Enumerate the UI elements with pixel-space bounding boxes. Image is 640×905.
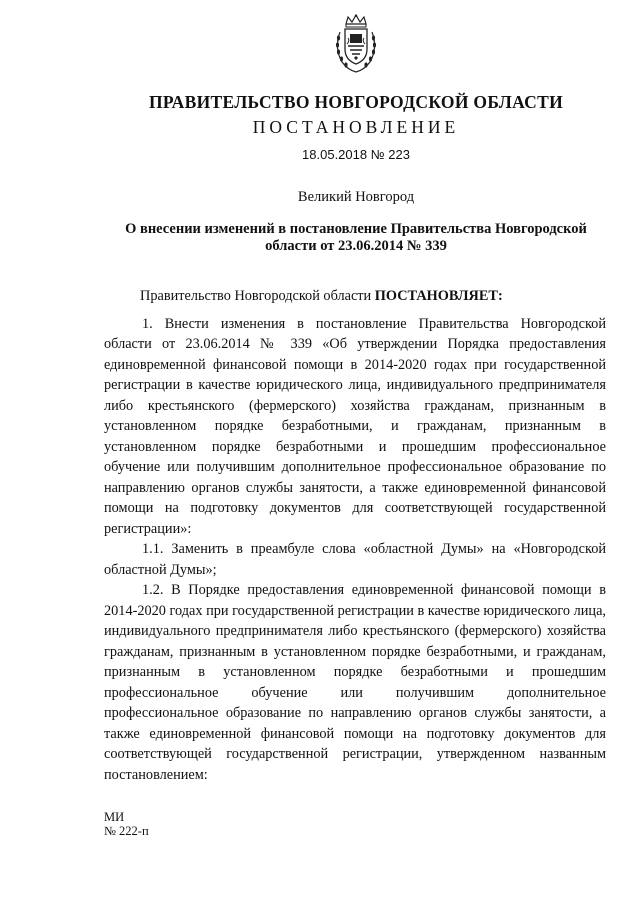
footer-code <box>104 810 149 838</box>
paragraph-1-2: 1.2. В Порядке предоставления единовременной финансовой помощи в 2014-2020 годах при государственной регистрации в качестве юридического лица, индивидуального предпринимателя либо крестьянского (фермерского) хозяйства гражданам, признанным в установленном порядке безработными, и гражданам, признанным в установленном порядке безработными и прошедшим профессиональное обучение или получившим дополнительное профессиональное образование по направлению органов службы занятости, а также единовременной финансовой помощи на подготовку документов для соответствующей государственной регистрации, утвержденном названным постановлением: <box>104 582 606 783</box>
footer-initials: МИ <box>104 810 125 824</box>
paragraph-1: 1. Внести изменения в постановление Правительства Новгородской области от 23.06.2014 № 339 «Об утверждении Порядка предоставления единовременной финансовой помощи в 2014-2020 годах при государственной регистрации в качестве юридического лица, индивидуального предпринимателя либо крестьянского (фермерского) хозяйства гражданам, признанным в установленном порядке безработными, и гражданам, признанным в установленном порядке безработными и прошедшим профессиональное обучение или получившим дополнительное профессиональное образование по направлению органов службы занятости, а также единовременной финансовой помощи на подготовку документов для соответствующей государственной регистрации»: <box>104 315 606 537</box>
document-body <box>104 286 606 785</box>
document-city: Великий Новгород <box>297 189 415 205</box>
paragraph-1-1: 1.1. Заменить в преамбуле слова «областной Думы» на «Новгородской областной Думы»; <box>104 541 606 578</box>
preamble-text: Правительство Новгородской области <box>140 288 375 304</box>
document-date-number: 18.05.2018 № 223 <box>302 147 410 162</box>
coat-of-arms-emblem <box>332 14 380 74</box>
government-title: ПРАВИТЕЛЬСТВО НОВГОРОДСКОЙ ОБЛАСТИ <box>149 92 563 112</box>
document-type: ПОСТАНОВЛЕНИЕ <box>252 117 460 137</box>
footer-number: № 222-п <box>104 824 149 838</box>
document-subject: О внесении изменений в постановление Правительства Новгородской области от 23.06.2014 № 339 <box>125 221 587 254</box>
preamble-decree: ПОСТАНОВЛЯЕТ: <box>374 288 503 304</box>
preamble <box>104 286 606 307</box>
